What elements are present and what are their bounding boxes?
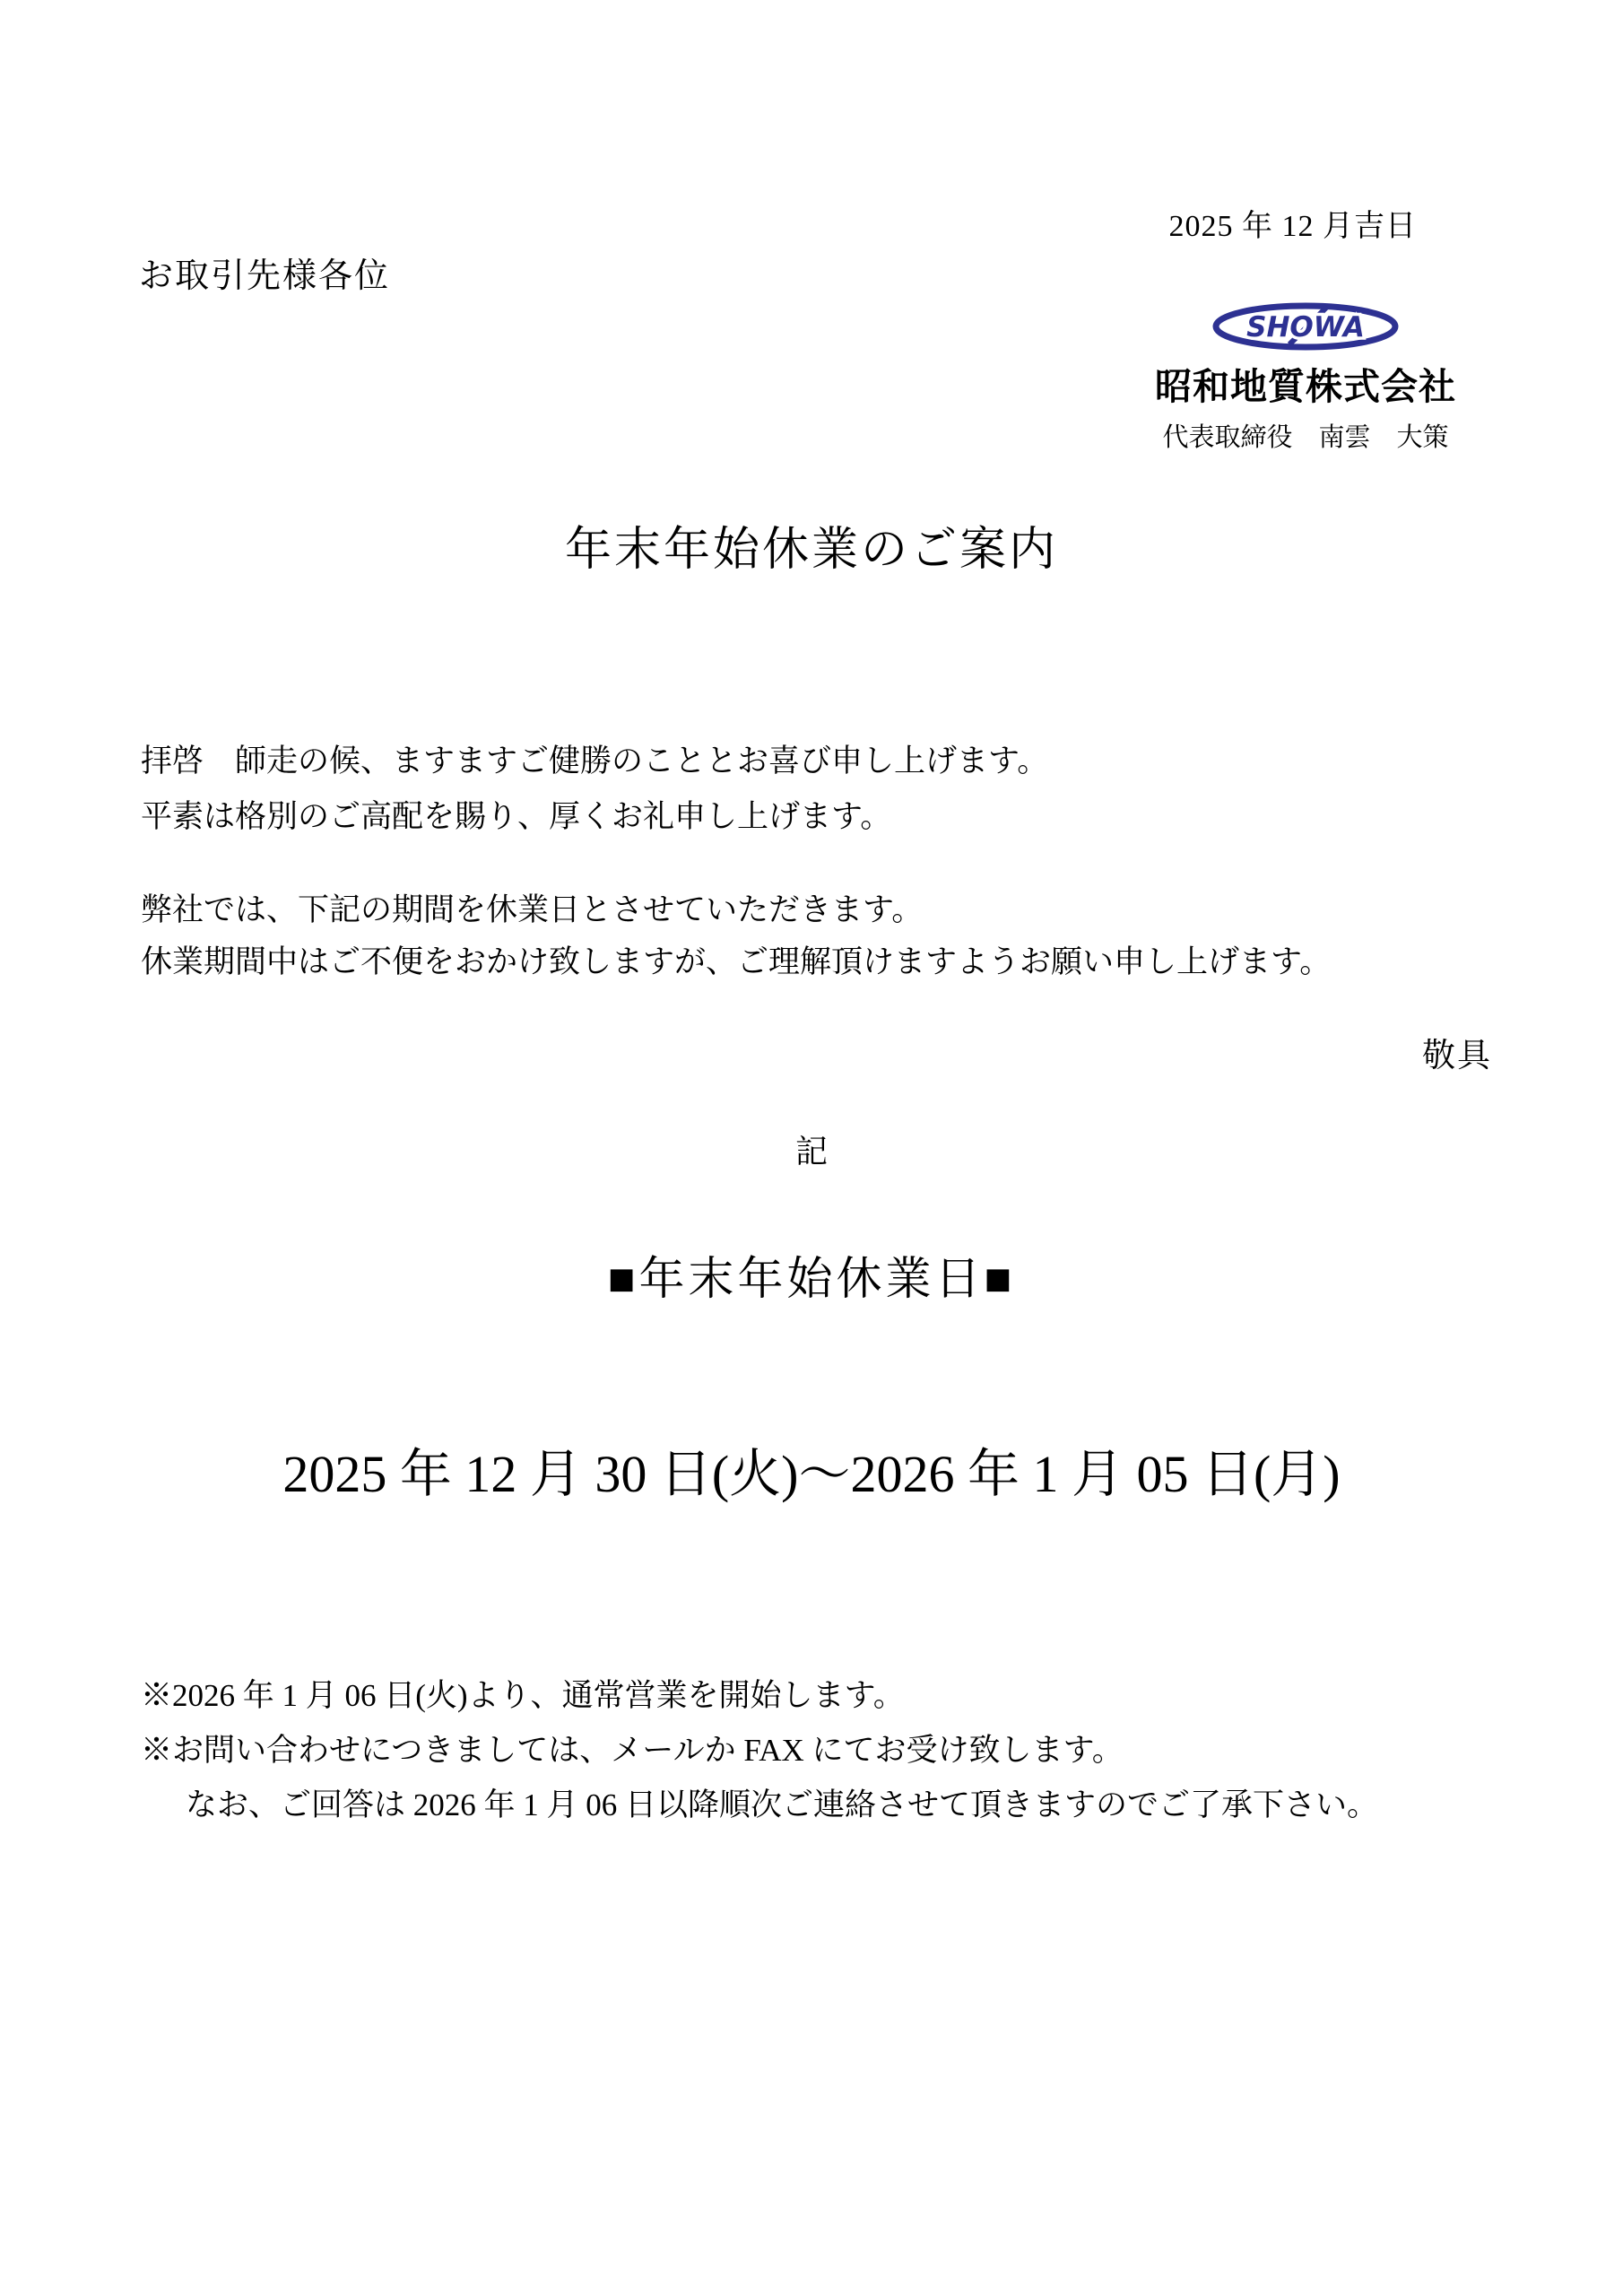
recipient-line: お取引先様各位 — [139, 257, 391, 295]
document-title: 年末年始休業のご案内 — [564, 525, 1058, 576]
closing-keigu: 敬具 — [1422, 1038, 1492, 1074]
representative-name: 代表取締役 南雲 大策 — [1162, 422, 1449, 452]
showa-logo-text: SHOWA — [1246, 311, 1365, 344]
holiday-heading: ■年末年始休業日■ — [607, 1255, 1016, 1305]
company-name: 昭和地質株式会社 — [1155, 365, 1456, 408]
note-line-3: なお、ご回答は 2026 年 1 月 06 日以降順次ご連絡させて頂きますのでご了承下さい。 — [186, 1787, 1379, 1822]
issue-date: 2025 年 12 月吉日 — [1168, 210, 1417, 243]
sender-block — [1148, 301, 1463, 454]
notice-paragraph — [141, 884, 1331, 988]
greeting-line-1: 拝啓 師走の候、ますますご健勝のこととお喜び申し上げます。 — [141, 744, 1049, 778]
notes-block — [141, 1668, 1378, 1832]
note-line-2: ※お問い合わせにつきましては、メールか FAX にてお受け致します。 — [141, 1733, 1124, 1768]
record-mark-ki: 記 — [794, 1134, 828, 1170]
greeting-line-2: 平素は格別のご高配を賜り、厚くお礼申し上げます。 — [141, 799, 892, 834]
greeting-paragraph — [141, 734, 1048, 845]
notice-line-2: 休業期間中はご不便をおかけ致しますが、ご理解頂けますようお願い申し上げます。 — [141, 944, 1332, 979]
note-line-1: ※2026 年 1 月 06 日(火)より、通常営業を開始します。 — [141, 1678, 905, 1713]
notice-line-1: 弊社では、下記の期間を休業日とさせていただきます。 — [141, 892, 924, 927]
holiday-period: 2025 年 12 月 30 日(火)～2026 年 1 月 05 日(月) — [282, 1445, 1341, 1503]
showa-logo-icon — [1211, 301, 1401, 352]
